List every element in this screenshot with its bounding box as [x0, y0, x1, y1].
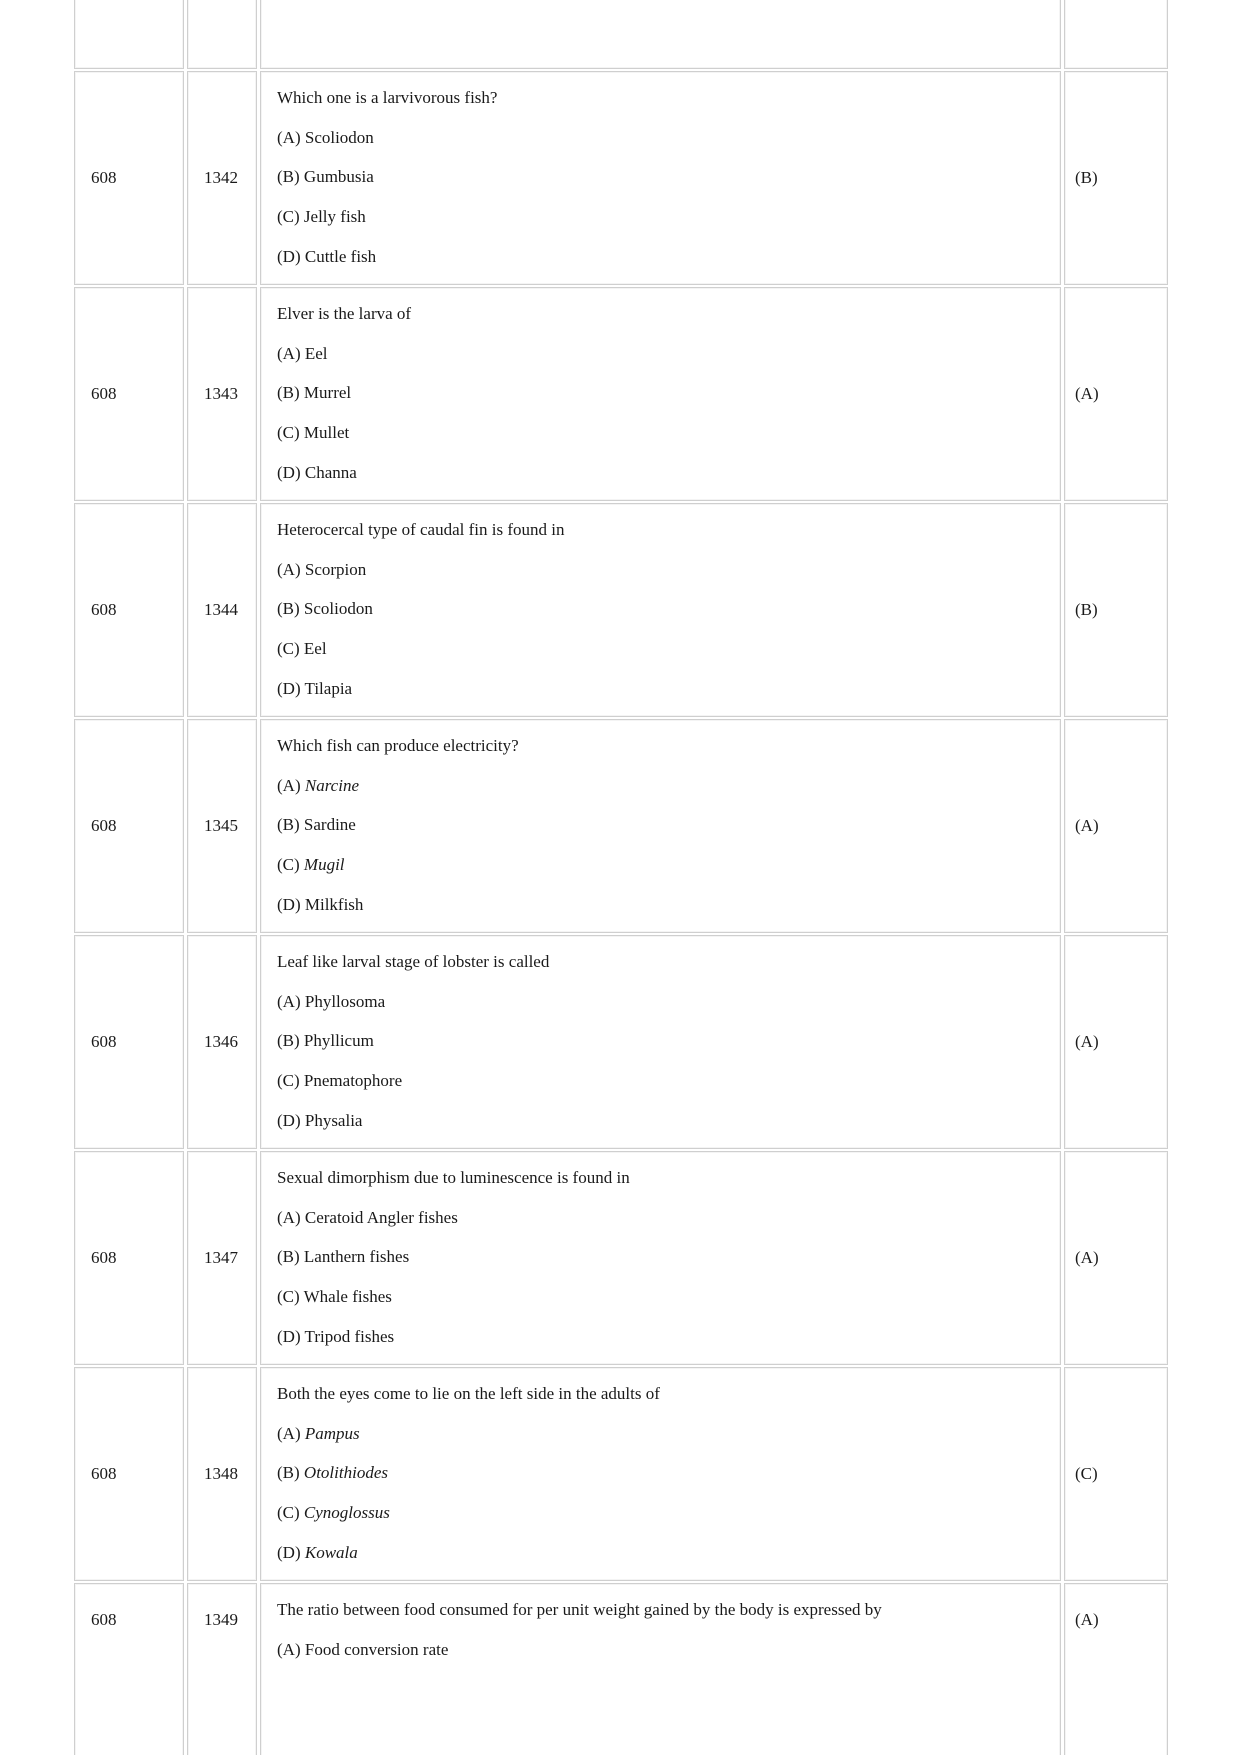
- answer-option: [277, 1503, 390, 1523]
- answer-option: [277, 1640, 448, 1660]
- question-number: 1345: [204, 816, 238, 835]
- option-label: (C): [277, 855, 304, 875]
- option-text: Cynoglossus: [303, 1503, 390, 1523]
- option-text: Food conversion rate: [304, 1639, 449, 1659]
- question-number: 1349: [204, 1610, 238, 1629]
- question-text: Sexual dimorphism due to luminescence is found in: [277, 1168, 630, 1187]
- question-set: 608: [91, 384, 117, 403]
- option-text: Pampus: [304, 1423, 360, 1443]
- option-label: (C): [277, 207, 304, 227]
- answer-option: [277, 247, 376, 267]
- answer-key: (A): [1075, 1248, 1099, 1267]
- answer-option: [277, 1543, 358, 1563]
- number-cell: [187, 1583, 257, 1755]
- option-label: (A): [277, 343, 305, 363]
- option-label: (A): [277, 1423, 305, 1443]
- option-text: Mugil: [303, 855, 345, 875]
- question-set: 608: [91, 816, 117, 835]
- answer-key: (A): [1075, 1032, 1099, 1051]
- option-text: Tripod fishes: [304, 1326, 395, 1346]
- option-text: Whale fishes: [303, 1287, 392, 1307]
- option-label: (D): [277, 462, 305, 482]
- answer-option: [277, 1111, 362, 1131]
- answer-key: (C): [1075, 1464, 1098, 1483]
- option-text: Lanthern fishes: [303, 1247, 410, 1267]
- answer-option: [277, 1031, 374, 1051]
- question-number: 1346: [204, 1032, 238, 1051]
- option-text: Narcine: [304, 775, 359, 795]
- option-label: (C): [277, 639, 304, 659]
- option-label: (B): [277, 599, 304, 619]
- answer-option: [277, 599, 373, 619]
- answer-key: (B): [1075, 168, 1098, 187]
- answer-key: (A): [1075, 816, 1099, 835]
- answer-option: [277, 1071, 402, 1091]
- option-text: Physalia: [304, 1110, 363, 1130]
- question-text: Heterocercal type of caudal fin is found in: [277, 520, 565, 539]
- answer-key: (A): [1075, 384, 1099, 403]
- option-label: (A): [277, 559, 305, 579]
- answer-key: (B): [1075, 600, 1098, 619]
- option-label: (A): [277, 127, 305, 147]
- option-label: (B): [277, 815, 304, 835]
- option-label: (B): [277, 1247, 304, 1267]
- option-label: (A): [277, 991, 305, 1011]
- answer-option: [277, 128, 374, 148]
- option-label: (D): [277, 246, 305, 266]
- option-text: Milkfish: [304, 894, 364, 914]
- set-cell: [74, 1583, 184, 1755]
- question-number: 1348: [204, 1464, 238, 1483]
- question-text: Which fish can produce electricity?: [277, 736, 519, 755]
- option-text: Scoliodon: [304, 127, 374, 147]
- question-set: 608: [91, 1032, 117, 1051]
- option-text: Scoliodon: [303, 599, 373, 619]
- option-label: (B): [277, 383, 304, 403]
- option-text: Scorpion: [304, 559, 367, 579]
- option-text: Sardine: [303, 815, 356, 835]
- option-text: Pnematophore: [303, 1071, 403, 1091]
- question-set: 608: [91, 1610, 117, 1629]
- question-number: 1347: [204, 1248, 238, 1267]
- option-text: Eel: [304, 343, 328, 363]
- answer-key: (A): [1075, 1610, 1099, 1629]
- option-text: Channa: [304, 462, 357, 482]
- table-cell-cutoff: [74, 0, 184, 69]
- option-label: (D): [277, 1326, 305, 1346]
- answer-option: [277, 167, 374, 187]
- option-label: (A): [277, 1207, 305, 1227]
- table-cell-cutoff: [260, 0, 1061, 69]
- option-text: Eel: [303, 639, 327, 659]
- option-label: (C): [277, 1503, 304, 1523]
- option-label: (D): [277, 678, 305, 698]
- question-text: Leaf like larval stage of lobster is called: [277, 952, 550, 971]
- option-text: Phyllosoma: [304, 991, 386, 1011]
- answer-option: [277, 344, 328, 364]
- question-set: 608: [91, 600, 117, 619]
- question-number: 1343: [204, 384, 238, 403]
- option-label: (D): [277, 1110, 305, 1130]
- question-number: 1344: [204, 600, 238, 619]
- option-text: Cuttle fish: [304, 246, 377, 266]
- answer-option: [277, 423, 349, 443]
- answer-option: [277, 776, 359, 796]
- option-label: (C): [277, 423, 304, 443]
- question-text: Both the eyes come to lie on the left side in the adults of: [277, 1384, 660, 1403]
- answer-option: [277, 1208, 458, 1228]
- answer-option: [277, 1287, 392, 1307]
- table-cell-cutoff: [187, 0, 257, 69]
- answer-cell: [1064, 1583, 1168, 1755]
- option-text: Mullet: [303, 423, 350, 443]
- question-set: 608: [91, 1464, 117, 1483]
- option-text: Phyllicum: [303, 1031, 374, 1051]
- answer-option: [277, 679, 352, 699]
- answer-option: [277, 1327, 394, 1347]
- answer-option: [277, 895, 363, 915]
- option-label: (B): [277, 1031, 304, 1051]
- answer-option: [277, 1424, 360, 1444]
- option-label: (C): [277, 1287, 304, 1307]
- question-text: The ratio between food consumed for per unit weight gained by the body is expressed by: [277, 1600, 882, 1619]
- option-text: Kowala: [304, 1542, 358, 1562]
- question-set: 608: [91, 168, 117, 187]
- option-text: Jelly fish: [303, 207, 366, 227]
- question-set: 608: [91, 1248, 117, 1267]
- answer-option: [277, 463, 357, 483]
- option-label: (B): [277, 1463, 304, 1483]
- question-text: Which one is a larvivorous fish?: [277, 88, 498, 107]
- answer-option: [277, 560, 366, 580]
- option-label: (B): [277, 167, 304, 187]
- question-text: Elver is the larva of: [277, 304, 412, 323]
- option-label: (A): [277, 775, 305, 795]
- answer-option: [277, 855, 345, 875]
- answer-option: [277, 1247, 409, 1267]
- option-text: Gumbusia: [303, 167, 374, 187]
- table-cell-cutoff: [1064, 0, 1168, 69]
- option-text: Tilapia: [304, 678, 353, 698]
- option-label: (C): [277, 1071, 304, 1091]
- answer-option: [277, 207, 366, 227]
- option-label: (D): [277, 1542, 305, 1562]
- option-label: (D): [277, 894, 305, 914]
- question-number: 1342: [204, 168, 238, 187]
- answer-option: [277, 639, 327, 659]
- answer-option: [277, 383, 351, 403]
- option-text: Murrel: [303, 383, 352, 403]
- answer-option: [277, 815, 356, 835]
- option-text: Otolithiodes: [303, 1463, 388, 1483]
- option-text: Ceratoid Angler fishes: [304, 1207, 458, 1227]
- answer-option: [277, 1463, 388, 1483]
- option-label: (A): [277, 1639, 305, 1659]
- answer-option: [277, 992, 385, 1012]
